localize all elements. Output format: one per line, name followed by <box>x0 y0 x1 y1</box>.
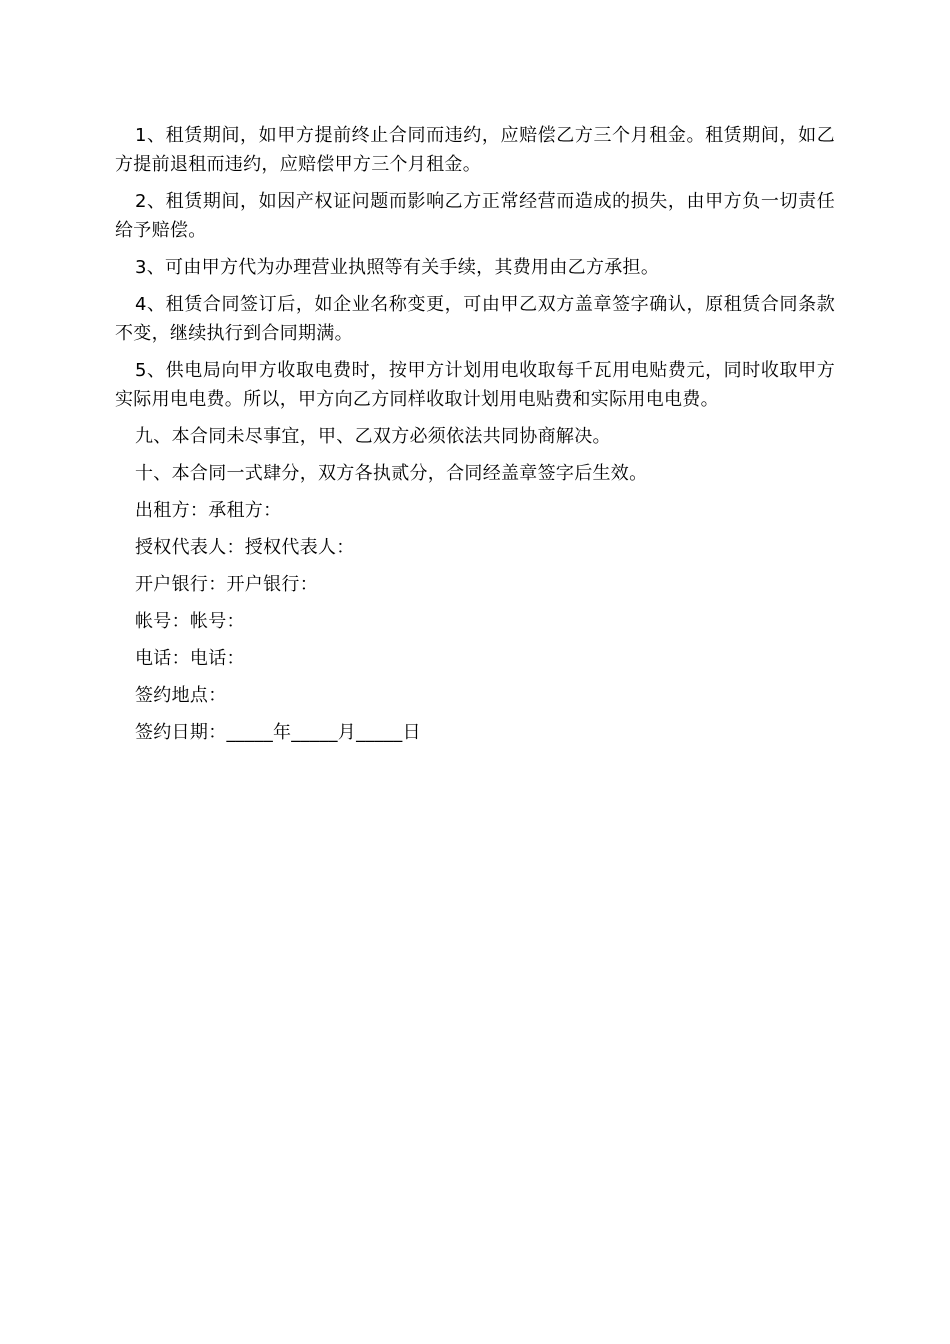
clause-3: 3、可由甲方代为办理营业执照等有关手续，其费用由乙方承担。 <box>135 257 660 278</box>
signature-date: 签约日期：_____年_____月_____日 <box>135 722 421 743</box>
clause-1: 1、租赁期间，如甲方提前终止合同而违约，应赔偿乙方三个月租金。租赁期间，如乙方提前退租而违约，应赔偿甲方三个月租金。 <box>115 125 835 175</box>
signature-phones: 电话：电话： <box>135 648 245 669</box>
clause-2: 2、租赁期间，如因产权证问题而影响乙方正常经营而造成的损失，由甲方负一切责任给予赔偿。 <box>115 191 835 241</box>
signature-parties: 出租方：承租方： <box>135 500 282 521</box>
article-9: 九、本合同未尽事宜，甲、乙双方必须依法共同协商解决。 <box>135 426 611 447</box>
article-10: 十、本合同一式肆分，双方各执贰分，合同经盖章签字后生效。 <box>135 463 648 484</box>
signature-accounts: 帐号：帐号： <box>135 611 245 632</box>
signature-representatives: 授权代表人：授权代表人： <box>135 537 355 558</box>
signature-banks: 开户银行：开户银行： <box>135 574 318 595</box>
clause-4: 4、租赁合同签订后，如企业名称变更，可由甲乙双方盖章签字确认，原租赁合同条款不变，继续执行到合同期满。 <box>115 294 835 344</box>
document-body <box>115 121 835 755</box>
clause-5: 5、供电局向甲方收取电费时，按甲方计划用电收取每千瓦用电贴费元，同时收取甲方实际用电电费。所以，甲方向乙方同样收取计划用电贴费和实际用电电费。 <box>115 360 835 410</box>
signature-location: 签约地点： <box>135 685 227 706</box>
